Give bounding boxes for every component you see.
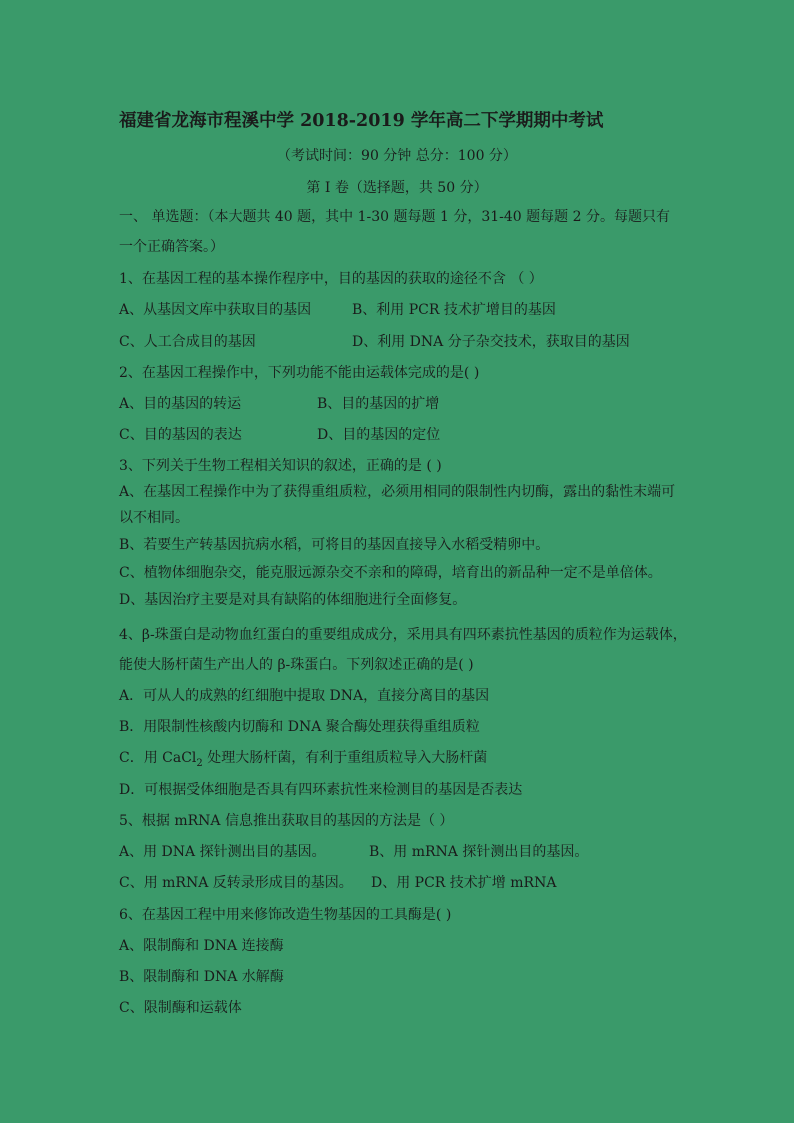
q1-option-row-1 [119, 300, 556, 320]
q4-option-c [119, 748, 487, 774]
q5-option-a: A、用 DNA 探针测出目的基因。 [119, 844, 326, 860]
q6-option-c: C、限制酶和运载体 [119, 1000, 242, 1016]
q3-stem: 3、下列关于生物工程相关知识的叙述，正确的是 ( ) [119, 458, 442, 474]
q2-option-c: C、目的基因的表达 [119, 427, 242, 443]
q5-option-c: C、用 mRNA 反转录形成目的基因。 [119, 875, 353, 891]
section-heading: 第 Ⅰ 卷（选择题，共 50 分） [306, 180, 488, 196]
q6-option-a: A、限制酶和 DNA 连接酶 [119, 938, 284, 954]
q6-option-b: B、限制酶和 DNA 水解酶 [119, 969, 284, 985]
q5-stem: 5、根据 mRNA 信息推出获取目的基因的方法是（ ） [119, 813, 454, 829]
q3-option-a-line-2: 以不相同。 [119, 510, 189, 526]
q3-option-c: C、植物体细胞杂交，能克服远源杂交不亲和的障碍，培育出的新品种一定不是单倍体。 [119, 565, 662, 581]
q1-option-b: B、利用 PCR 技术扩增目的基因 [352, 302, 556, 318]
q4-option-b: B．用限制性核酸内切酶和 DNA 聚合酶处理获得重组质粒 [119, 719, 480, 735]
q2-option-a: A、目的基因的转运 [119, 396, 242, 412]
q1-stem: 1、在基因工程的基本操作程序中，目的基因的获取的途径不含 （ ） [119, 271, 543, 287]
q2-option-d: D、目的基因的定位 [317, 427, 441, 443]
q3-option-b: B、若要生产转基因抗病水稻，可将目的基因直接导入水稻受精卵中。 [119, 537, 550, 553]
q5-option-b: B、用 mRNA 探针测出目的基因。 [369, 844, 589, 860]
q1-option-a: A、从基因文库中获取目的基因 [119, 302, 312, 318]
exam-info: （考试时间：90 分钟 总分：100 分） [277, 148, 517, 164]
q1-option-d: D、利用 DNA 分子杂交技术，获取目的基因 [352, 334, 630, 350]
q4-option-c-pre: C．用 CaCl [119, 750, 197, 766]
q4-stem-line-1: 4、β-珠蛋白是动物血红蛋白的重要组成成分，采用具有四环素抗性基因的质粒作为运载体， [119, 627, 687, 643]
instruction-line-1: 一、 单选题：（本大题共 40 题，其中 1-30 题每题 1 分，31-40 题每题 2 分。每题只有 [119, 209, 670, 225]
exam-title: 福建省龙海市程溪中学 2018-2019 学年高二下学期期中考试 [119, 111, 604, 131]
q5-option-row-2 [119, 873, 557, 893]
q2-option-row-2 [119, 425, 441, 445]
q4-option-a: A．可从人的成熟的红细胞中提取 DNA，直接分离目的基因 [119, 688, 490, 704]
q5-option-d: D、用 PCR 技术扩增 mRNA [371, 875, 557, 891]
q6-stem: 6、在基因工程中用来修饰改造生物基因的工具酶是( ) [119, 907, 452, 923]
q4-option-d: D．可根据受体细胞是否具有四环素抗性来检测目的基因是否表达 [119, 782, 523, 798]
q3-option-a-line-1: A、在基因工程操作中为了获得重组质粒，必须用相同的限制性内切酶，露出的黏性末端可 [119, 484, 676, 500]
q5-option-row-1 [119, 842, 589, 862]
q4-option-c-subscript: 2 [196, 757, 203, 769]
instruction-line-2: 一个正确答案。） [119, 239, 224, 255]
q2-option-b: B、目的基因的扩增 [317, 396, 440, 412]
q4-stem-line-2: 能使大肠杆菌生产出人的 β-珠蛋白。下列叙述正确的是( ) [119, 657, 474, 673]
q1-option-row-2 [119, 332, 630, 352]
q2-option-row-1 [119, 394, 440, 414]
q1-option-c: C、人工合成目的基因 [119, 334, 256, 350]
q4-option-c-post: 处理大肠杆菌，有利于重组质粒导入大肠杆菌 [202, 750, 488, 766]
q2-stem: 2、在基因工程操作中，下列功能不能由运载体完成的是( ) [119, 365, 480, 381]
q3-option-d: D、基因治疗主要是对具有缺陷的体细胞进行全面修复。 [119, 592, 467, 608]
